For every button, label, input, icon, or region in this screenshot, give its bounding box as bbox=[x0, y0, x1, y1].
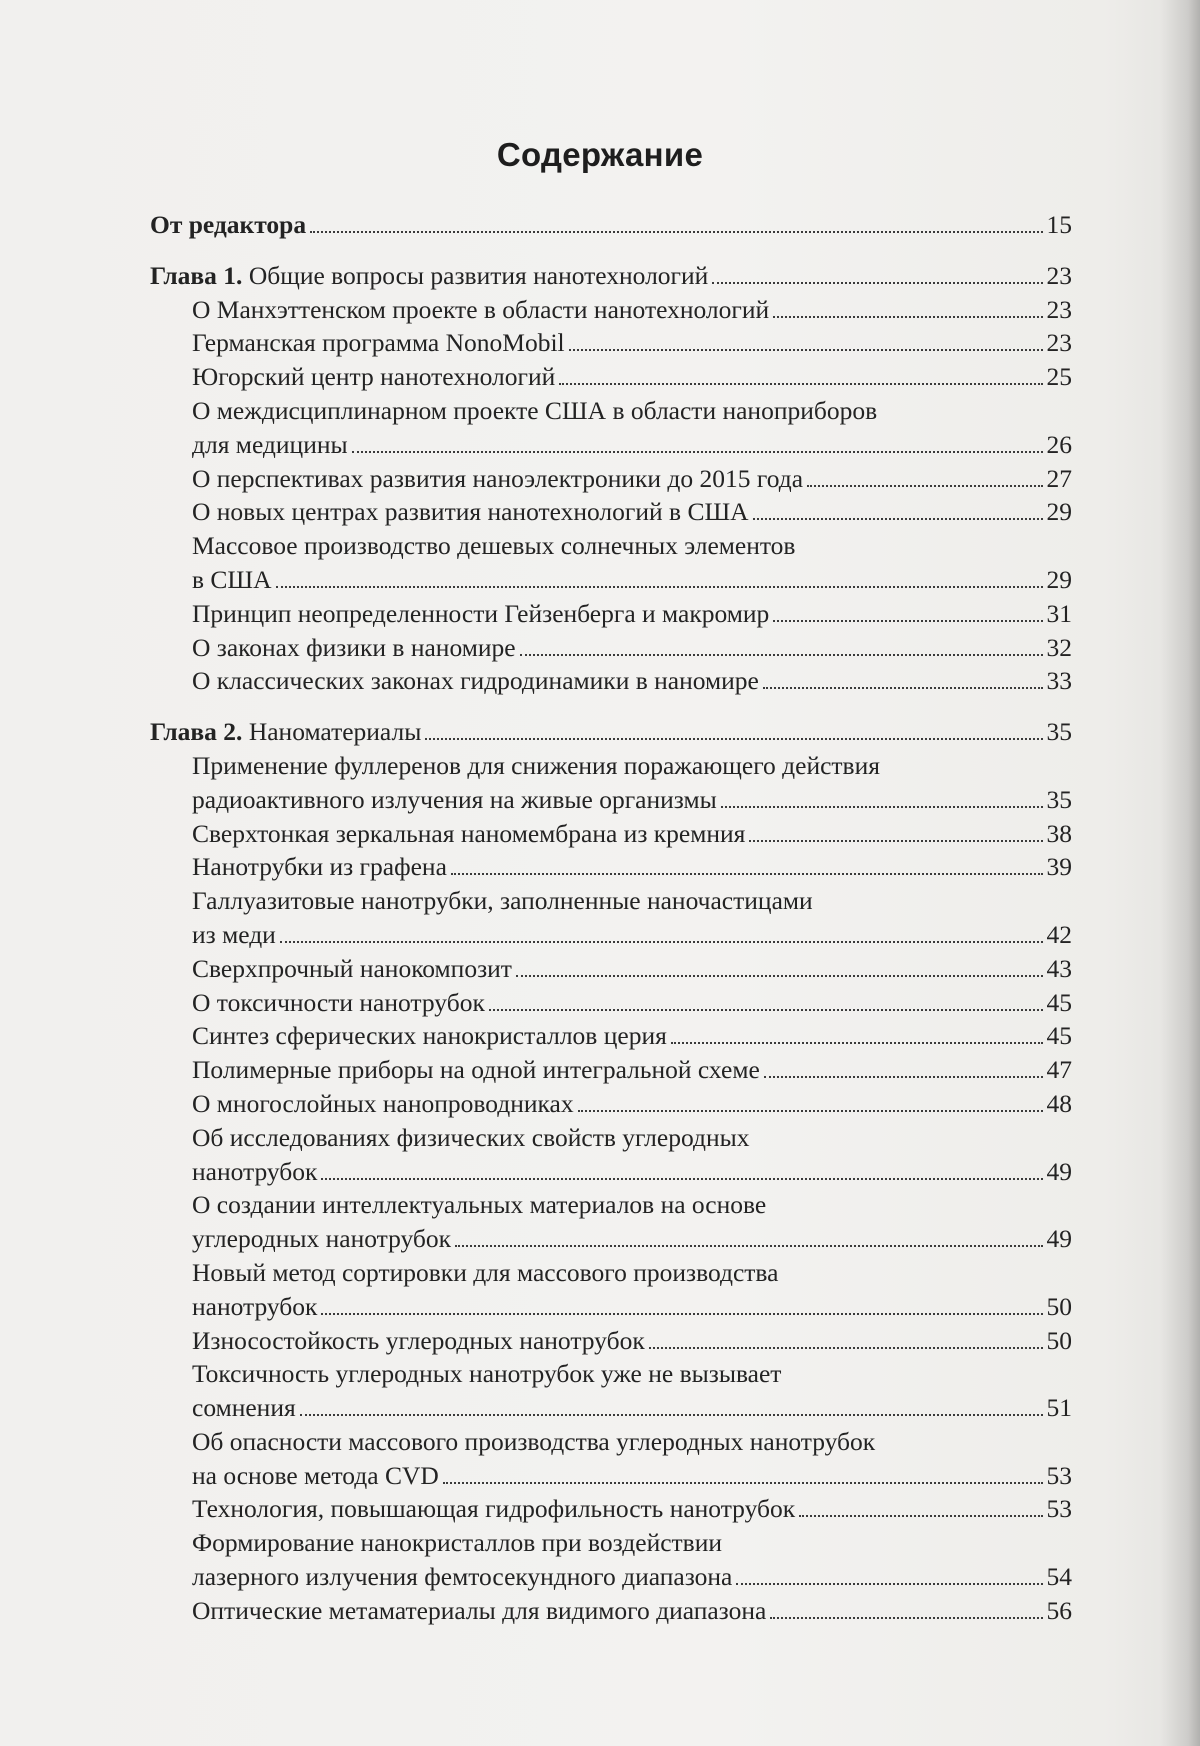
toc-page-number: 32 bbox=[1046, 632, 1072, 662]
toc-entry[interactable] bbox=[150, 1155, 1072, 1189]
toc-entry[interactable] bbox=[150, 664, 1072, 698]
toc-entry-label: сомнения bbox=[192, 1393, 296, 1423]
table-of-contents bbox=[150, 208, 1072, 1628]
toc-entry-label: О Манхэттенском проекте в области нанотехнологий bbox=[192, 294, 770, 324]
chapter-title: Общие вопросы развития нанотехнологий bbox=[248, 260, 709, 290]
dot-leader bbox=[352, 451, 1043, 453]
toc-entry-label: Технология, повышающая гидрофильность нанотрубок bbox=[192, 1494, 796, 1524]
toc-entry-label: О перспективах развития наноэлектроники до 2015 года bbox=[192, 463, 804, 493]
dot-leader bbox=[712, 282, 1042, 284]
toc-entry[interactable] bbox=[150, 986, 1072, 1020]
dot-leader bbox=[764, 1076, 1043, 1078]
toc-page-number: 50 bbox=[1046, 1291, 1072, 1321]
dot-leader bbox=[763, 687, 1043, 689]
toc-entry-line[interactable]: Галлуазитовые нанотрубки, заполненные наночастицами bbox=[192, 886, 813, 916]
toc-entry[interactable] bbox=[150, 1087, 1072, 1121]
dot-leader bbox=[310, 231, 1042, 233]
toc-entry[interactable] bbox=[150, 783, 1072, 817]
toc-entry-label: О токсичности нанотрубок bbox=[192, 987, 485, 1017]
toc-page-number: 48 bbox=[1046, 1088, 1072, 1118]
toc-entry-label: для медицины bbox=[192, 429, 348, 459]
toc-entry-label: из меди bbox=[192, 919, 276, 949]
toc-entry[interactable] bbox=[150, 631, 1072, 665]
toc-entry[interactable] bbox=[150, 563, 1072, 597]
dot-leader bbox=[569, 349, 1043, 351]
toc-entry[interactable] bbox=[150, 462, 1072, 496]
toc-page-number: 49 bbox=[1046, 1156, 1072, 1186]
toc-chapter-entry[interactable] bbox=[150, 259, 1072, 293]
dot-leader bbox=[799, 1515, 1042, 1517]
dot-leader bbox=[773, 316, 1042, 318]
dot-leader bbox=[753, 518, 1043, 520]
toc-entry[interactable] bbox=[150, 1391, 1072, 1425]
toc-page-number: 45 bbox=[1046, 1021, 1072, 1051]
toc-page-number: 53 bbox=[1046, 1494, 1072, 1524]
toc-entry[interactable] bbox=[150, 597, 1072, 631]
dot-leader bbox=[321, 1178, 1042, 1180]
toc-entry-label: Сверхпрочный нанокомпозит bbox=[192, 953, 512, 983]
toc-entry-label: О новых центрах развития нанотехнологий в США bbox=[192, 497, 749, 527]
toc-entry-label: О многослойных нанопроводниках bbox=[192, 1088, 574, 1118]
dot-leader bbox=[443, 1482, 1043, 1484]
dot-leader bbox=[578, 1110, 1043, 1112]
toc-entry[interactable] bbox=[150, 293, 1072, 327]
dot-leader bbox=[736, 1583, 1042, 1585]
toc-entry-label: Полимерные приборы на одной интегральной схеме bbox=[192, 1055, 760, 1085]
dot-leader bbox=[559, 383, 1042, 385]
toc-page-number: 38 bbox=[1046, 818, 1072, 848]
toc-entry[interactable] bbox=[150, 817, 1072, 851]
toc-entry[interactable] bbox=[150, 1560, 1072, 1594]
toc-entry-label: нанотрубок bbox=[192, 1156, 318, 1186]
toc-entry[interactable] bbox=[150, 1019, 1072, 1053]
dot-leader bbox=[516, 975, 1043, 977]
toc-entry-label: Югорский центр нанотехнологий bbox=[192, 362, 556, 392]
toc-entry[interactable] bbox=[150, 428, 1072, 462]
toc-page-number: 47 bbox=[1046, 1055, 1072, 1085]
toc-entry[interactable] bbox=[150, 1459, 1072, 1493]
dot-leader bbox=[520, 654, 1043, 656]
toc-page-number: 42 bbox=[1046, 919, 1072, 949]
toc-page-number: 49 bbox=[1046, 1224, 1072, 1254]
toc-page-number: 29 bbox=[1046, 564, 1072, 594]
toc-page-number: 33 bbox=[1046, 666, 1072, 696]
dot-leader bbox=[451, 873, 1043, 875]
dot-leader bbox=[749, 840, 1042, 842]
dot-leader bbox=[721, 806, 1043, 808]
toc-page-number: 23 bbox=[1046, 328, 1072, 358]
dot-leader bbox=[455, 1245, 1042, 1247]
toc-entry-line[interactable]: Токсичность углеродных нанотрубок уже не вызывает bbox=[192, 1359, 782, 1389]
toc-page-number: 15 bbox=[1046, 210, 1072, 239]
toc-entry-label: Износостойкость углеродных нанотрубок bbox=[192, 1325, 645, 1355]
toc-entry-line[interactable]: Об опасности массового производства углеродных нанотрубок bbox=[192, 1426, 876, 1456]
dot-leader bbox=[489, 1009, 1043, 1011]
toc-entry-label: Синтез сферических нанокристаллов церия bbox=[192, 1021, 667, 1051]
toc-entry-label: Оптические метаматериалы для видимого диапазона bbox=[192, 1595, 767, 1625]
toc-entry-label: Нанотрубки из графена bbox=[192, 852, 447, 882]
toc-entry[interactable] bbox=[150, 360, 1072, 394]
toc-entry-label: углеродных нанотрубок bbox=[192, 1224, 452, 1254]
toc-page-number: 29 bbox=[1046, 497, 1072, 527]
toc-page-number: 39 bbox=[1046, 852, 1072, 882]
dot-leader bbox=[770, 1617, 1042, 1619]
chapter-number: Глава 2. bbox=[150, 717, 243, 747]
toc-page-number: 31 bbox=[1046, 598, 1072, 628]
toc-entry[interactable] bbox=[150, 1053, 1072, 1087]
toc-page-number: 25 bbox=[1046, 362, 1072, 392]
toc-entry-line[interactable]: Новый метод сортировки для массового производства bbox=[192, 1257, 779, 1287]
toc-page-number: 54 bbox=[1046, 1562, 1072, 1592]
toc-entry-label: радиоактивного излучения на живые организмы bbox=[192, 784, 717, 814]
toc-page-number: 53 bbox=[1046, 1460, 1072, 1490]
toc-entry[interactable] bbox=[150, 1290, 1072, 1324]
dot-leader bbox=[425, 738, 1042, 740]
page-edge-shadow bbox=[1160, 0, 1200, 1746]
toc-entry-label: Сверхтонкая зеркальная наномембрана из кремния bbox=[192, 818, 746, 848]
toc-entry[interactable] bbox=[150, 1222, 1072, 1256]
toc-entry-label: Германская программа NonoMobil bbox=[192, 328, 565, 358]
dot-leader bbox=[671, 1042, 1043, 1044]
chapter-title: Наноматериалы bbox=[248, 717, 422, 747]
toc-page-number: 43 bbox=[1046, 953, 1072, 983]
toc-page-number: 51 bbox=[1046, 1393, 1072, 1423]
toc-page-number: 45 bbox=[1046, 987, 1072, 1017]
toc-page-number: 35 bbox=[1046, 717, 1072, 747]
toc-page-number: 50 bbox=[1046, 1325, 1072, 1355]
dot-leader bbox=[807, 485, 1042, 487]
toc-page-number: 56 bbox=[1046, 1595, 1072, 1625]
toc-entry-line[interactable]: Об исследованиях физических свойств углеродных bbox=[192, 1122, 750, 1152]
toc-entry[interactable] bbox=[150, 918, 1072, 952]
toc-entry-label: О классических законах гидродинамики в наномире bbox=[192, 666, 759, 696]
toc-entry-line[interactable]: Формирование нанокристаллов при воздействии bbox=[192, 1528, 723, 1558]
toc-entry[interactable] bbox=[150, 326, 1072, 360]
toc-page-number: 35 bbox=[1046, 784, 1072, 814]
toc-entry-line[interactable]: Массовое производство дешевых солнечных элементов bbox=[192, 531, 796, 561]
dot-leader bbox=[280, 941, 1043, 943]
dot-leader bbox=[649, 1347, 1043, 1349]
toc-entry-label: Принцип неопределенности Гейзенберга и макромир bbox=[192, 598, 770, 628]
toc-entry[interactable] bbox=[150, 1594, 1072, 1628]
toc-chapter-entry[interactable] bbox=[150, 715, 1072, 749]
toc-entry[interactable] bbox=[150, 1492, 1072, 1526]
toc-entry-line[interactable]: О создании интеллектуальных материалов на основе bbox=[192, 1190, 767, 1220]
toc-entry-label: на основе метода CVD bbox=[192, 1460, 439, 1490]
toc-entry-label: нанотрубок bbox=[192, 1291, 318, 1321]
chapter-number: Глава 1. bbox=[150, 260, 243, 290]
toc-page-number: 23 bbox=[1046, 294, 1072, 324]
dot-leader bbox=[300, 1414, 1043, 1416]
toc-entry[interactable] bbox=[150, 1324, 1072, 1358]
toc-entry-label: лазерного излучения фемтосекундного диапазона bbox=[192, 1562, 733, 1592]
dot-leader bbox=[276, 586, 1043, 588]
toc-entry-line[interactable]: О междисциплинарном проекте США в области наноприборов bbox=[192, 395, 878, 425]
dot-leader bbox=[773, 620, 1042, 622]
toc-page-number: 23 bbox=[1046, 260, 1072, 290]
dot-leader bbox=[321, 1313, 1042, 1315]
toc-entry-label: О законах физики в наномире bbox=[192, 632, 516, 662]
toc-entry-line[interactable]: Применение фуллеренов для снижения поражающего действия bbox=[192, 750, 880, 780]
toc-entry-label: в США bbox=[192, 564, 272, 594]
toc-page-number: 26 bbox=[1046, 429, 1072, 459]
toc-entry[interactable] bbox=[150, 952, 1072, 986]
toc-entry-label: От редактора bbox=[150, 210, 307, 239]
toc-entry[interactable] bbox=[150, 495, 1072, 529]
toc-entry-editor[interactable] bbox=[150, 208, 1072, 242]
toc-page-number: 27 bbox=[1046, 463, 1072, 493]
toc-entry[interactable] bbox=[150, 850, 1072, 884]
page-title: Содержание bbox=[496, 136, 704, 173]
